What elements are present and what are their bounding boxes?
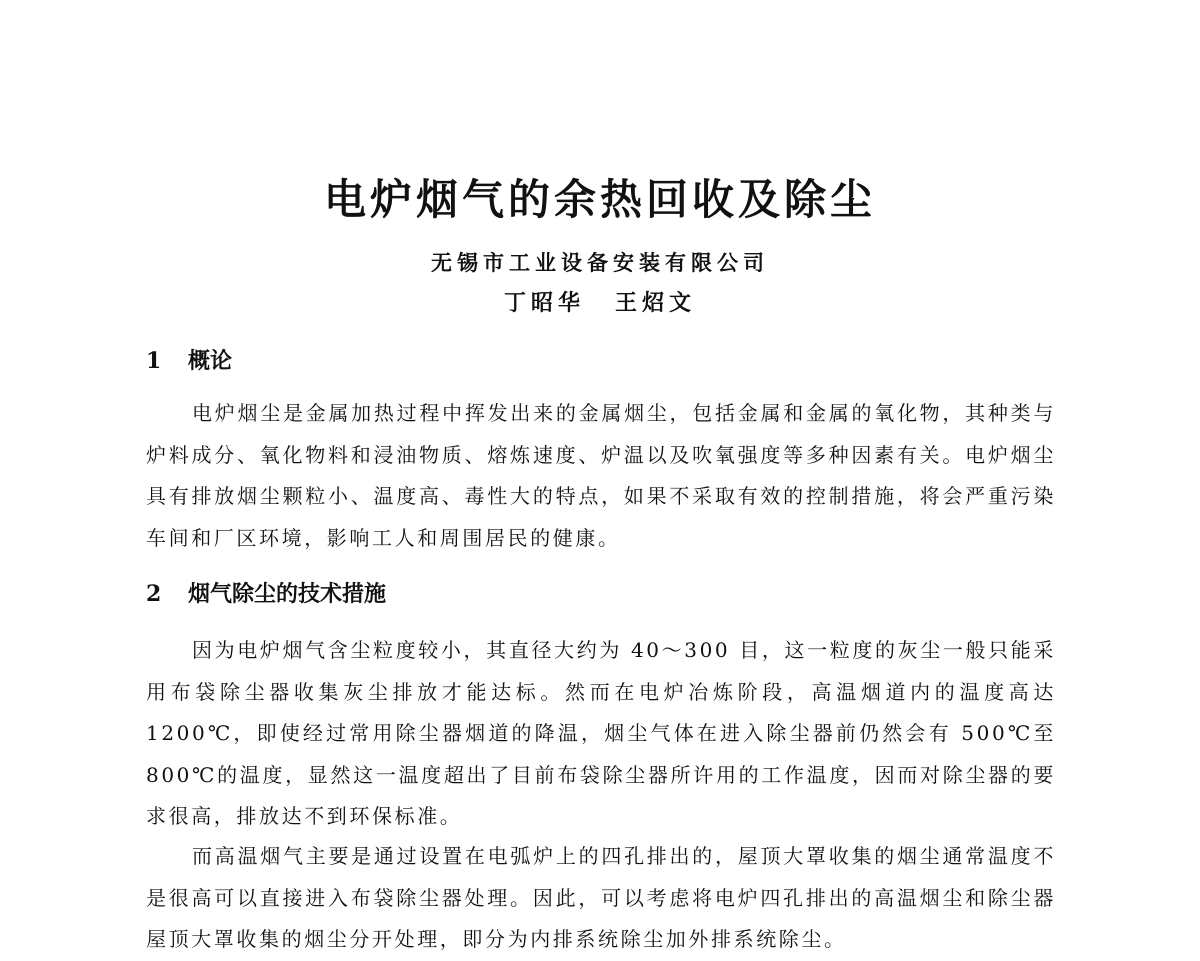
author-list <box>0 287 1200 319</box>
author-name: 丁昭华 <box>503 290 585 316</box>
section-heading <box>146 345 232 377</box>
section-number: 1 <box>146 348 162 374</box>
body-paragraph: 因为电炉烟气含尘粒度较小，其直径大约为 40～300 目，这一粒度的灰尘一般只能采用布袋除尘器收集灰尘排放才能达标。然而在电炉冶炼阶段，高温烟道内的温度高达 1200℃，即使经过常用除尘器烟道的降温，烟尘气体在进入除尘器前仍然会有 500℃至 800℃的温度，显然这一温度超出了目前布袋除尘器所许用的工作温度，因而对除尘器的要求很高，排放达不到环保标准。 <box>146 638 1056 828</box>
author-affiliation: 无锡市工业设备安装有限公司 <box>431 250 769 275</box>
body-paragraph: 电炉烟尘是金属加热过程中挥发出来的金属烟尘，包括金属和金属的氧化物，其种类与炉料成分、氧化物料和浸油物质、熔炼速度、炉温以及吹氧强度等多种因素有关。电炉烟尘具有排放烟尘颗粒小、温度高、毒性大的特点，如果不采取有效的控制措施，将会严重污染车间和厂区环境，影响工人和周围居民的健康。 <box>146 401 1056 550</box>
section-number: 2 <box>146 581 162 607</box>
section-title: 烟气除尘的技术措施 <box>188 581 387 607</box>
section-heading <box>146 578 386 610</box>
body-paragraph: 而高温烟气主要是通过设置在电弧炉上的四孔排出的，屋顶大罩收集的烟尘通常温度不是很高可以直接进入布袋除尘器处理。因此，可以考虑将电炉四孔排出的高温烟尘和除尘器屋顶大罩收集的烟尘分开处理，即分为内排系统除尘加外排系统除尘。 <box>146 844 1056 951</box>
author-name: 王炤文 <box>615 290 697 316</box>
section-title: 概论 <box>188 348 233 374</box>
page-title: 电炉烟气的余热回收及除尘 <box>323 175 876 224</box>
